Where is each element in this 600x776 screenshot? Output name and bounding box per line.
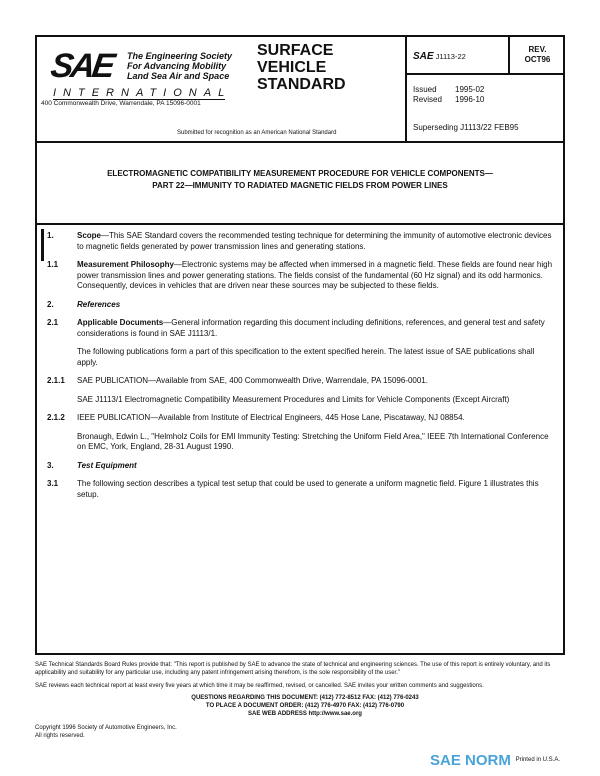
- tagline-line: Land Sea Air and Space: [127, 71, 230, 81]
- address: 400 Commonwealth Drive, Warrendale, PA 15096-0001: [41, 100, 201, 107]
- section-text: [77, 432, 557, 453]
- section-number: 1.1: [47, 260, 59, 269]
- section-number: 2.1.1: [47, 376, 65, 385]
- section-body: The following publications form a part of this specification to the extent specified herein. The latest issue of SAE publications shall apply.: [77, 347, 535, 367]
- section-paragraph: [47, 300, 557, 311]
- dates: [413, 85, 497, 105]
- tagline-line: For Advancing Mobility: [127, 61, 227, 71]
- document-info: [405, 37, 563, 141]
- section-body: —This SAE Standard covers the recommended testing technique for determining the immunity of automotive electronic devices to magnetic fields generated by power transmission lines and generating stations.: [77, 231, 552, 251]
- superseding: Superseding J1113/22 FEB95: [413, 123, 519, 132]
- section-paragraph: [47, 347, 557, 368]
- doc-number-cell: [407, 37, 510, 75]
- section-text: [77, 479, 557, 500]
- section-number: 2.: [47, 299, 54, 309]
- copyright: Copyright 1996 Society of Automotive Engineers, Inc.: [35, 725, 177, 731]
- section-text: [77, 300, 557, 311]
- submitted-note: Submitted for recognition as an American National Standard: [177, 130, 337, 136]
- section-text: [77, 395, 557, 406]
- section-number: 2.1: [47, 318, 59, 327]
- section-heading: Test Equipment: [77, 460, 137, 470]
- header: [37, 37, 563, 143]
- issued-label: Issued: [413, 85, 437, 94]
- tagline-line: The Engineering Society: [127, 51, 233, 61]
- section-paragraph: [47, 395, 557, 406]
- document-title: [37, 143, 563, 225]
- section-body: IEEE PUBLICATION—Available from Institute of Electrical Engineers, 445 Hose Lane, Piscataway, NJ 08854.: [77, 413, 465, 422]
- review-note: SAE reviews each technical report at least every five years at which time it may be reaffirmed, revised, or cancelled. SAE invites your written comments and suggestions.: [35, 683, 484, 689]
- section-body: SAE J1113/1 Electromagnetic Compatibility Measurement Procedures and Limits for Vehicle Components (Except Aircraft): [77, 394, 510, 404]
- rights: All rights reserved.: [35, 733, 85, 739]
- section-number: 2.1.2: [47, 413, 65, 422]
- section-paragraph: [47, 413, 557, 424]
- standard-type: [257, 42, 346, 93]
- contact-block: [35, 694, 575, 718]
- section-number: [47, 347, 77, 368]
- section-text: [77, 376, 557, 387]
- section-paragraph: [47, 260, 557, 292]
- sae-norm-watermark: SAE NORM: [430, 752, 511, 769]
- section-heading: References: [77, 299, 121, 309]
- section-number: 3.: [47, 460, 54, 470]
- revised-label: Revised: [413, 95, 442, 104]
- rev-label: REV.: [528, 45, 547, 54]
- section-number: 1.: [47, 231, 54, 240]
- sae-mini-logo: SAE: [413, 51, 434, 62]
- section-number: 3.1: [47, 479, 59, 488]
- section-paragraph: [47, 318, 557, 339]
- order-line: TO PLACE A DOCUMENT ORDER: (412) 776-4970 FAX: (412) 776-0790: [205, 703, 405, 709]
- title-line: ELECTROMAGNETIC COMPATIBILITY MEASUREMENT PROCEDURE FOR VEHICLE COMPONENTS—: [107, 169, 493, 178]
- change-bar: [41, 229, 44, 261]
- section-heading: Applicable Documents: [77, 318, 164, 327]
- issued-date: 1995-02: [455, 85, 485, 94]
- document-body: [47, 231, 557, 508]
- section-body: Bronaugh, Edwin L., "Helmholz Coils for EMI Immunity Testing: Stretching the Uniform Field Area," IEEE 7th International Conference on EMC, York, England, 28-31 August 1990.: [77, 431, 549, 451]
- section-paragraph: [47, 479, 557, 500]
- section-heading: Scope: [77, 231, 102, 240]
- section-body: SAE PUBLICATION—Available from SAE, 400 Commonwealth Drive, Warrendale, PA 15096-0001.: [77, 376, 428, 385]
- web-line: SAE WEB ADDRESS http://www.sae.org: [248, 711, 362, 717]
- society-tagline: [127, 51, 232, 81]
- title-line: PART 22—IMMUNITY TO RADIATED MAGNETIC FIELDS FROM POWER LINES: [152, 181, 448, 190]
- rules-note: SAE Technical Standards Board Rules provide that: "This report is published by SAE to advance the state of technical and engineering sciences. The use of this report is entirely voluntary, and its applicability and suitability for any particular use, including any patent infringement arising therefrom, is the sole responsibility of the user.": [35, 662, 551, 676]
- standard-line: STANDARD: [257, 76, 346, 93]
- questions-line: QUESTIONS REGARDING THIS DOCUMENT: (412) 772-8512 FAX: (412) 776-0243: [191, 695, 419, 701]
- section-paragraph: [47, 231, 557, 252]
- section-body: —Electronic systems may be affected when immersed in a magnetic field. These fields are found near high power transmission lines and power generating stations. The fields consist of the fundamental (60 Hz signal) and its odd harmonics. Consequently, devices in vehicles that are driven near these sources may be subjected to these fields.: [77, 260, 553, 290]
- section-body: The following section describes a typical test setup that could be used to generate a uniform magnetic field. Figure 1 illustrates this setup.: [77, 479, 539, 499]
- section-text: [77, 231, 557, 252]
- standard-line: SURFACE: [257, 42, 334, 59]
- section-text: [77, 318, 557, 339]
- section-paragraph: [47, 432, 557, 453]
- standard-line: VEHICLE: [257, 59, 327, 76]
- section-body: —General information regarding this document including definitions, references, and general test and safety considerations is found in SAE J1113/1.: [77, 318, 545, 338]
- section-number: [47, 395, 77, 406]
- section-text: [77, 413, 557, 424]
- section-text: [77, 260, 557, 292]
- sae-logo: SAE: [48, 47, 115, 85]
- international-label: INTERNATIONAL: [53, 87, 232, 99]
- section-number: [47, 432, 77, 453]
- rev-value: OCT96: [524, 55, 551, 64]
- section-text: [77, 461, 557, 472]
- section-text: [77, 347, 557, 368]
- doc-number: J1113-22: [435, 52, 466, 61]
- printed-in: Printed in U.S.A.: [515, 757, 560, 763]
- section-heading: Measurement Philosophy: [77, 260, 174, 269]
- section-paragraph: [47, 461, 557, 472]
- revision-cell: [510, 37, 565, 75]
- revised-date: 1996-10: [455, 95, 485, 104]
- section-paragraph: [47, 376, 557, 387]
